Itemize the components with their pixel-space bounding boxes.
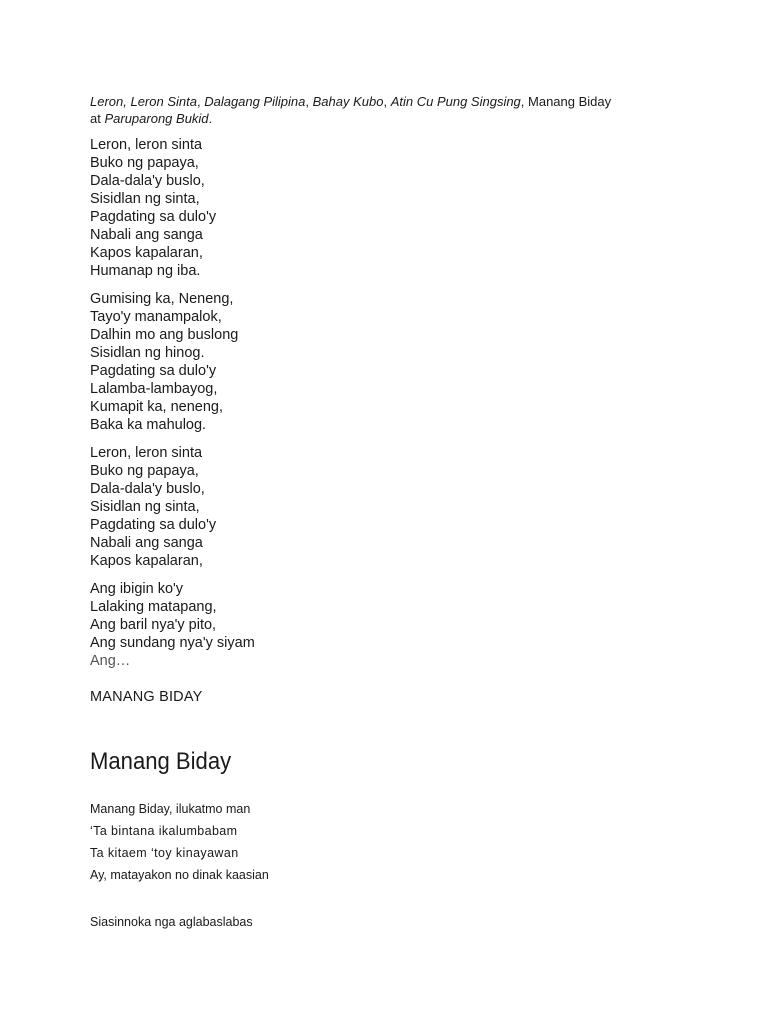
- lyric-line: Kapos kapalaran,: [90, 553, 203, 569]
- lyric-line: Ta kitaem ‘toy kinayawan: [90, 846, 239, 860]
- lyric-line: Ang sundang nya'y siyam: [90, 635, 255, 651]
- section-heading: Manang Biday: [90, 748, 232, 775]
- lyric-line: Nabali ang sanga: [90, 227, 203, 243]
- lyric-line: Ang ibigin ko'y: [90, 581, 184, 597]
- lyric-line: Lalamba-lambayog,: [90, 381, 218, 397]
- lyric-line: Gumising ka, Neneng,: [90, 291, 234, 307]
- lyric-line: Sisidlan ng hinog.: [90, 345, 205, 361]
- lyric-line: Dala-dala'y buslo,: [90, 481, 205, 497]
- song-title-leron: Leron, Leron Sinta: [90, 94, 197, 109]
- lyric-line: Manang Biday, ilukatmo man: [90, 802, 251, 816]
- lyric-line: Sisidlan ng sinta,: [90, 191, 200, 207]
- lyric-line: Humanap ng iba.: [90, 263, 201, 279]
- stanza-4: [90, 580, 650, 670]
- manang-biday-verse: [90, 798, 650, 886]
- stanza-2: [90, 290, 650, 434]
- lyric-line: Dala-dala'y buslo,: [90, 173, 205, 189]
- lyric-line: Kumapit ka, neneng,: [90, 399, 224, 415]
- lyric-line: Leron, leron sinta: [90, 137, 203, 153]
- lyric-line: Ang baril nya'y pito,: [90, 617, 217, 633]
- stanza-3: [90, 444, 650, 570]
- song-title-paruparong-bukid: Paruparong Bukid: [104, 111, 209, 126]
- lyric-line: Buko ng papaya,: [90, 155, 199, 171]
- lyric-line: Tayo'y manampalok,: [90, 309, 222, 325]
- lyric-line: Buko ng papaya,: [90, 463, 199, 479]
- lyric-line: Baka ka mahulog.: [90, 417, 207, 433]
- song-title-atin-cu-pung-singsing: Atin Cu Pung Singsing: [390, 94, 521, 109]
- lyric-line: Pagdating sa dulo'y: [90, 363, 217, 379]
- stanza-1: [90, 136, 650, 280]
- lyric-line: ‘Ta bintana ikalumbabam: [90, 824, 238, 838]
- lyric-line-truncated: Ang…: [90, 653, 131, 669]
- lyric-line: Pagdating sa dulo'y: [90, 209, 217, 225]
- lyric-line: Sisidlan ng sinta,: [90, 499, 200, 515]
- lyric-line: Lalaking matapang,: [90, 599, 217, 615]
- song-title-bahay-kubo: Bahay Kubo: [312, 94, 384, 109]
- lyric-line: Ay, matayakon no dinak kaasian: [90, 868, 269, 882]
- intro-paragraph: Leron, Leron Sinta, Dalagang Pilipina, Bahay Kubo, Atin Cu Pung Singsing, Manang Biday at Paruparong Bukid.: [90, 94, 612, 126]
- section-label: MANANG BIDAY: [90, 689, 203, 705]
- song-title-manang-biday: , Manang Biday: [520, 94, 612, 109]
- lyric-line-last: Siasinnoka nga aglabaslabas: [90, 915, 253, 929]
- lyric-line: Pagdating sa dulo'y: [90, 517, 217, 533]
- lyric-line: Kapos kapalaran,: [90, 245, 203, 261]
- lyric-line: Nabali ang sanga: [90, 535, 203, 551]
- song-title-dalagang-pilipina: Dalagang Pilipina: [204, 94, 306, 109]
- lyric-line: Dalhin mo ang buslong: [90, 327, 239, 343]
- document-page: [90, 93, 650, 931]
- lyric-line: Leron, leron sinta: [90, 445, 203, 461]
